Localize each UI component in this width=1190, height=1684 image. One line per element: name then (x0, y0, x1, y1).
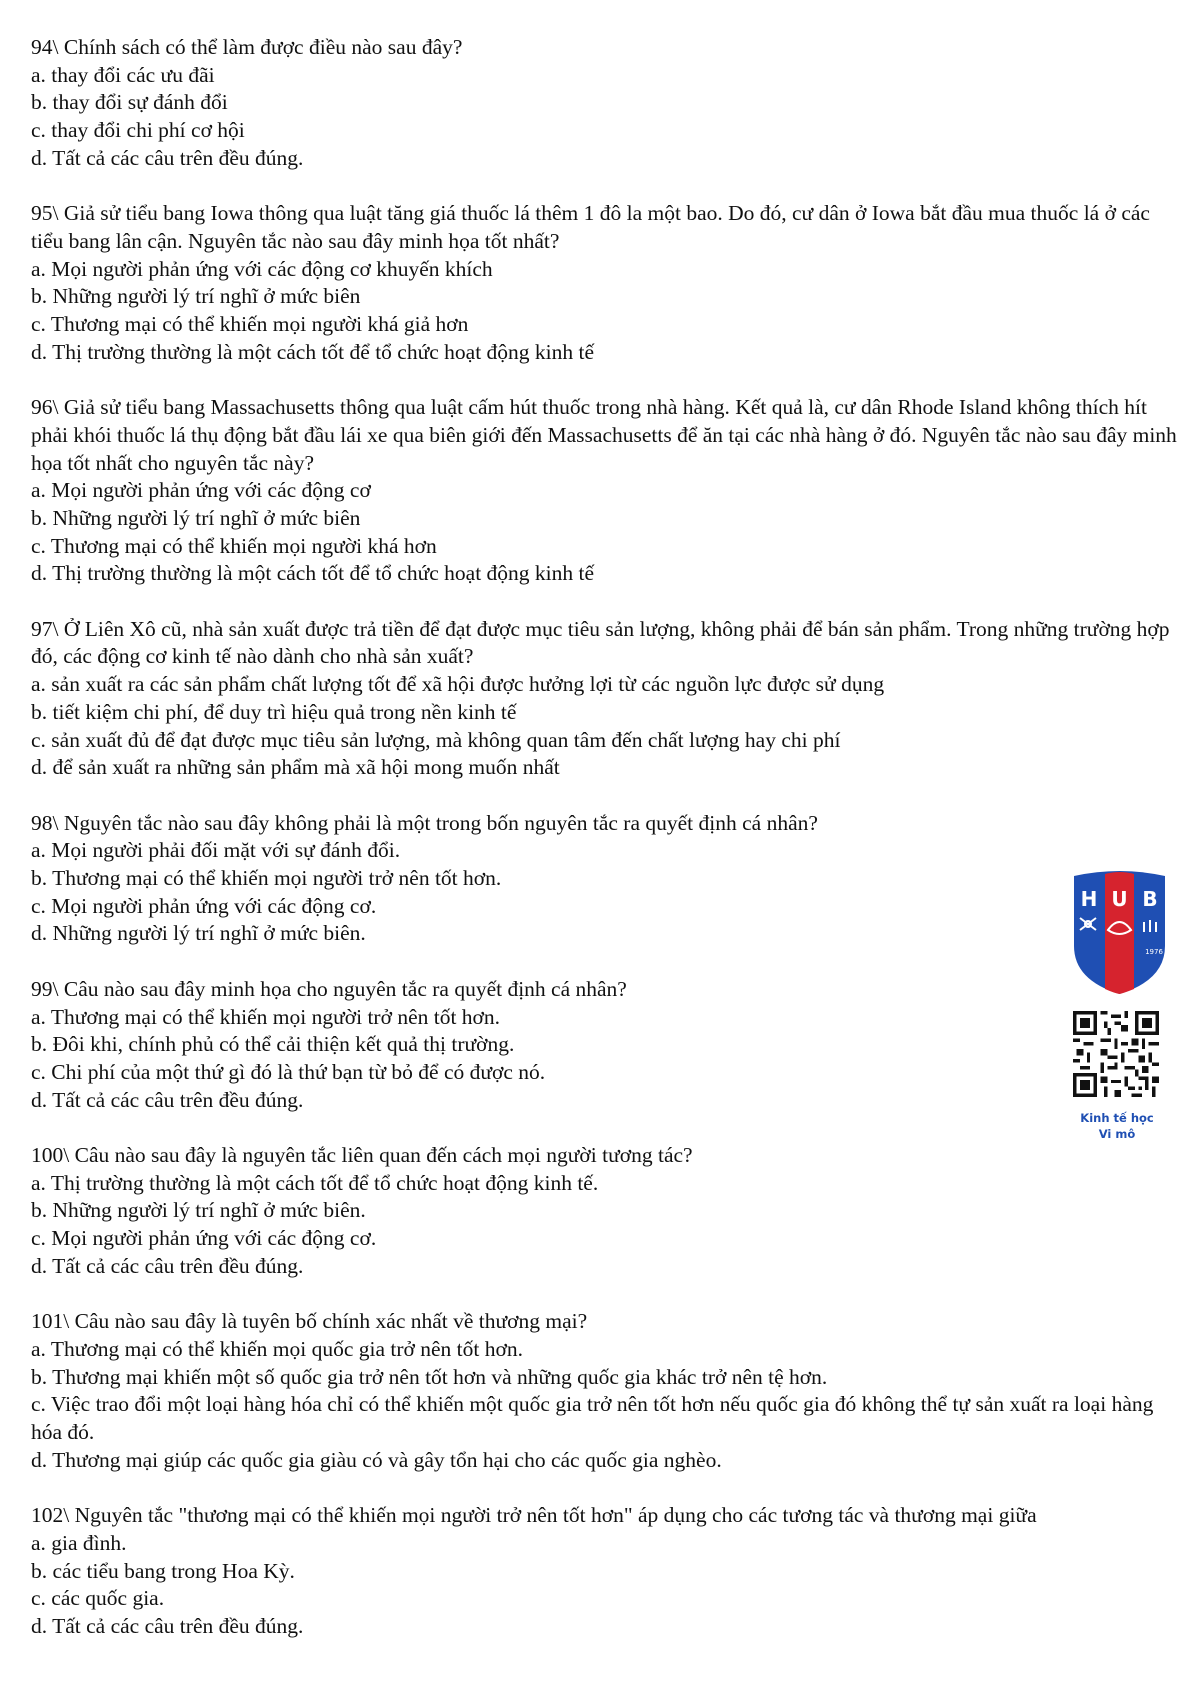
question-block (31, 616, 1181, 782)
answer-option: b. tiết kiệm chi phí, để duy trì hiệu quả trong nền kinh tế (31, 699, 517, 724)
question-block (31, 810, 1181, 949)
answer-option: d. Thị trường thường là một cách tốt để tổ chức hoạt động kinh tế (31, 561, 595, 586)
answer-option: a. Thương mại có thể khiến mọi người trở nên tốt hơn. (31, 1004, 501, 1029)
answer-option: a. gia đình. (31, 1530, 127, 1555)
logo-letter-b: B (1142, 887, 1158, 911)
document-body (31, 34, 1181, 1668)
brand-caption (1074, 1110, 1160, 1142)
answer-option: c. sản xuất đủ để đạt được mục tiêu sản lượng, mà không quan tâm đến chất lượng hay chi phí (31, 727, 841, 752)
answer-option: d. Những người lý trí nghĩ ở mức biên. (31, 921, 366, 946)
qr-code (1073, 1011, 1159, 1097)
answer-option: d. Thương mại giúp các quốc gia giàu có và gây tổn hại cho các quốc gia nghèo. (31, 1447, 722, 1472)
answer-option: c. Việc trao đổi một loại hàng hóa chỉ có thể khiến một quốc gia trở nên tốt hơn nếu quốc gia đó không thể tự sản xuất ra loại hàng hóa đó. (31, 1392, 1159, 1445)
answer-option: d. để sản xuất ra những sản phẩm mà xã hội mong muốn nhất (31, 755, 560, 780)
answer-option: d. Tất cả các câu trên đều đúng. (31, 1087, 304, 1112)
answer-option: a. Thị trường thường là một cách tốt để tổ chức hoạt động kinh tế. (31, 1170, 599, 1195)
answer-option: b. Những người lý trí nghĩ ở mức biên (31, 505, 361, 530)
question-text: 99\ Câu nào sau đây minh họa cho nguyên tắc ra quyết định cá nhân? (31, 976, 627, 1001)
answer-option: d. Tất cả các câu trên đều đúng. (31, 1613, 304, 1638)
question-block (31, 394, 1181, 588)
answer-option: a. Mọi người phản ứng với các động cơ (31, 478, 371, 503)
answer-option: c. Chi phí của một thứ gì đó là thứ bạn từ bỏ để có được nó. (31, 1059, 546, 1084)
answer-option: b. các tiểu bang trong Hoa Kỳ. (31, 1558, 295, 1583)
answer-option: a. Mọi người phản ứng với các động cơ khuyến khích (31, 256, 493, 281)
answer-option: c. Mọi người phản ứng với các động cơ. (31, 1226, 377, 1251)
answer-option: c. Mọi người phản ứng với các động cơ. (31, 893, 377, 918)
question-block (31, 34, 1181, 173)
answer-option: c. các quốc gia. (31, 1586, 165, 1611)
question-text: 97\ Ở Liên Xô cũ, nhà sản xuất được trả tiền để đạt được mục tiêu sản lượng, không phải để bán sản phẩm. Trong những trường hợp đó, các động cơ kinh tế nào dành cho nhà sản xuất? (31, 616, 1175, 669)
answer-option: a. sản xuất ra các sản phẩm chất lượng tốt để xã hội được hưởng lợi từ các nguồn lực được sử dụng (31, 672, 885, 697)
question-block (31, 1142, 1181, 1281)
answer-option: c. thay đổi chi phí cơ hội (31, 118, 245, 143)
question-block (31, 1308, 1181, 1474)
answer-option: b. Thương mại khiến một số quốc gia trở nên tốt hơn và những quốc gia khác trở nên tệ hơn. (31, 1364, 828, 1389)
answer-option: b. Thương mại có thể khiến mọi người trở nên tốt hơn. (31, 866, 502, 891)
logo-letter-h: H (1080, 887, 1098, 911)
answer-option: d. Tất cả các câu trên đều đúng. (31, 1253, 304, 1278)
logo-year: 1976 (1145, 948, 1163, 956)
answer-option: b. Những người lý trí nghĩ ở mức biên (31, 284, 361, 309)
question-text: 100\ Câu nào sau đây là nguyên tắc liên quan đến cách mọi người tương tác? (31, 1143, 693, 1168)
question-text: 95\ Giả sử tiểu bang Iowa thông qua luật tăng giá thuốc lá thêm 1 đô la một bao. Do đó, cư dân ở Iowa bắt đầu mua thuốc lá ở các tiểu bang lân cận. Nguyên tắc nào sau đây minh họa tốt nhất? (31, 201, 1156, 253)
question-text: 94\ Chính sách có thể làm được điều nào sau đây? (31, 35, 463, 59)
answer-option: b. Những người lý trí nghĩ ở mức biên. (31, 1198, 366, 1223)
answer-option: d. Tất cả các câu trên đều đúng. (31, 145, 304, 170)
logo-letter-u: U (1111, 887, 1128, 911)
answer-option: a. Mọi người phải đối mặt với sự đánh đổi. (31, 838, 401, 863)
answer-option: b. thay đổi sự đánh đổi (31, 90, 228, 115)
question-text: 101\ Câu nào sau đây là tuyên bố chính xác nhất về thương mại? (31, 1309, 588, 1334)
hub-shield-logo (1072, 868, 1167, 996)
answer-option: d. Thị trường thường là một cách tốt để tổ chức hoạt động kinh tế (31, 339, 595, 364)
answer-option: c. Thương mại có thể khiến mọi người khá giả hơn (31, 312, 469, 337)
answer-option: b. Đôi khi, chính phủ có thể cải thiện kết quả thị trường. (31, 1032, 515, 1057)
brand-caption-line2: Vi mô (1098, 1127, 1136, 1141)
brand-caption-line1: Kinh tế học (1080, 1111, 1154, 1125)
answer-option: a. Thương mại có thể khiến mọi quốc gia trở nên tốt hơn. (31, 1336, 523, 1361)
question-text: 102\ Nguyên tắc "thương mại có thể khiến mọi người trở nên tốt hơn" áp dụng cho các tương tác và thương mại giữa (31, 1503, 1037, 1528)
question-text: 98\ Nguyên tắc nào sau đây không phải là một trong bốn nguyên tắc ra quyết định cá nhân? (31, 810, 818, 835)
answer-option: c. Thương mại có thể khiến mọi người khá hơn (31, 533, 437, 558)
answer-option: a. thay đổi các ưu đãi (31, 62, 215, 87)
question-block (31, 1502, 1181, 1641)
question-block (31, 976, 1181, 1115)
question-block (31, 200, 1181, 366)
question-text: 96\ Giả sử tiểu bang Massachusetts thông qua luật cấm hút thuốc trong nhà hàng. Kết quả là, cư dân Rhode Island không thích hít phải khói thuốc lá thụ động bắt đầu lái xe qua biên giới đến Massachusetts để ăn tại các nhà hàng ở đó. Nguyên tắc nào sau đây minh họa tốt nhất cho nguyên tắc này? (31, 395, 1183, 475)
